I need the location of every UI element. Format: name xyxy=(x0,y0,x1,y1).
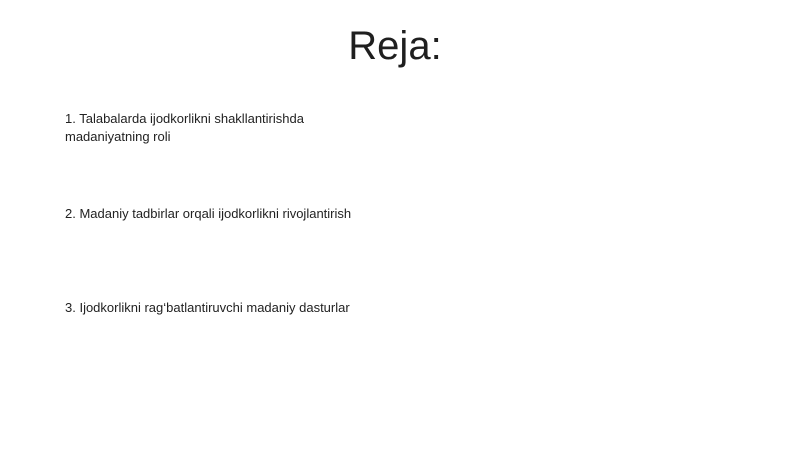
agenda-item-3: 3. Ijodkorlikni rag‘batlantiruvchi madaniy dasturlar xyxy=(65,300,350,315)
slide-title: Reja: xyxy=(348,24,442,68)
agenda-item-1: 1. Talabalarda ijodkorlikni shakllantirishda madaniyatning roli xyxy=(65,111,304,144)
agenda-item-2: 2. Madaniy tadbirlar orqali ijodkorlikni rivojlantirish xyxy=(65,206,352,221)
